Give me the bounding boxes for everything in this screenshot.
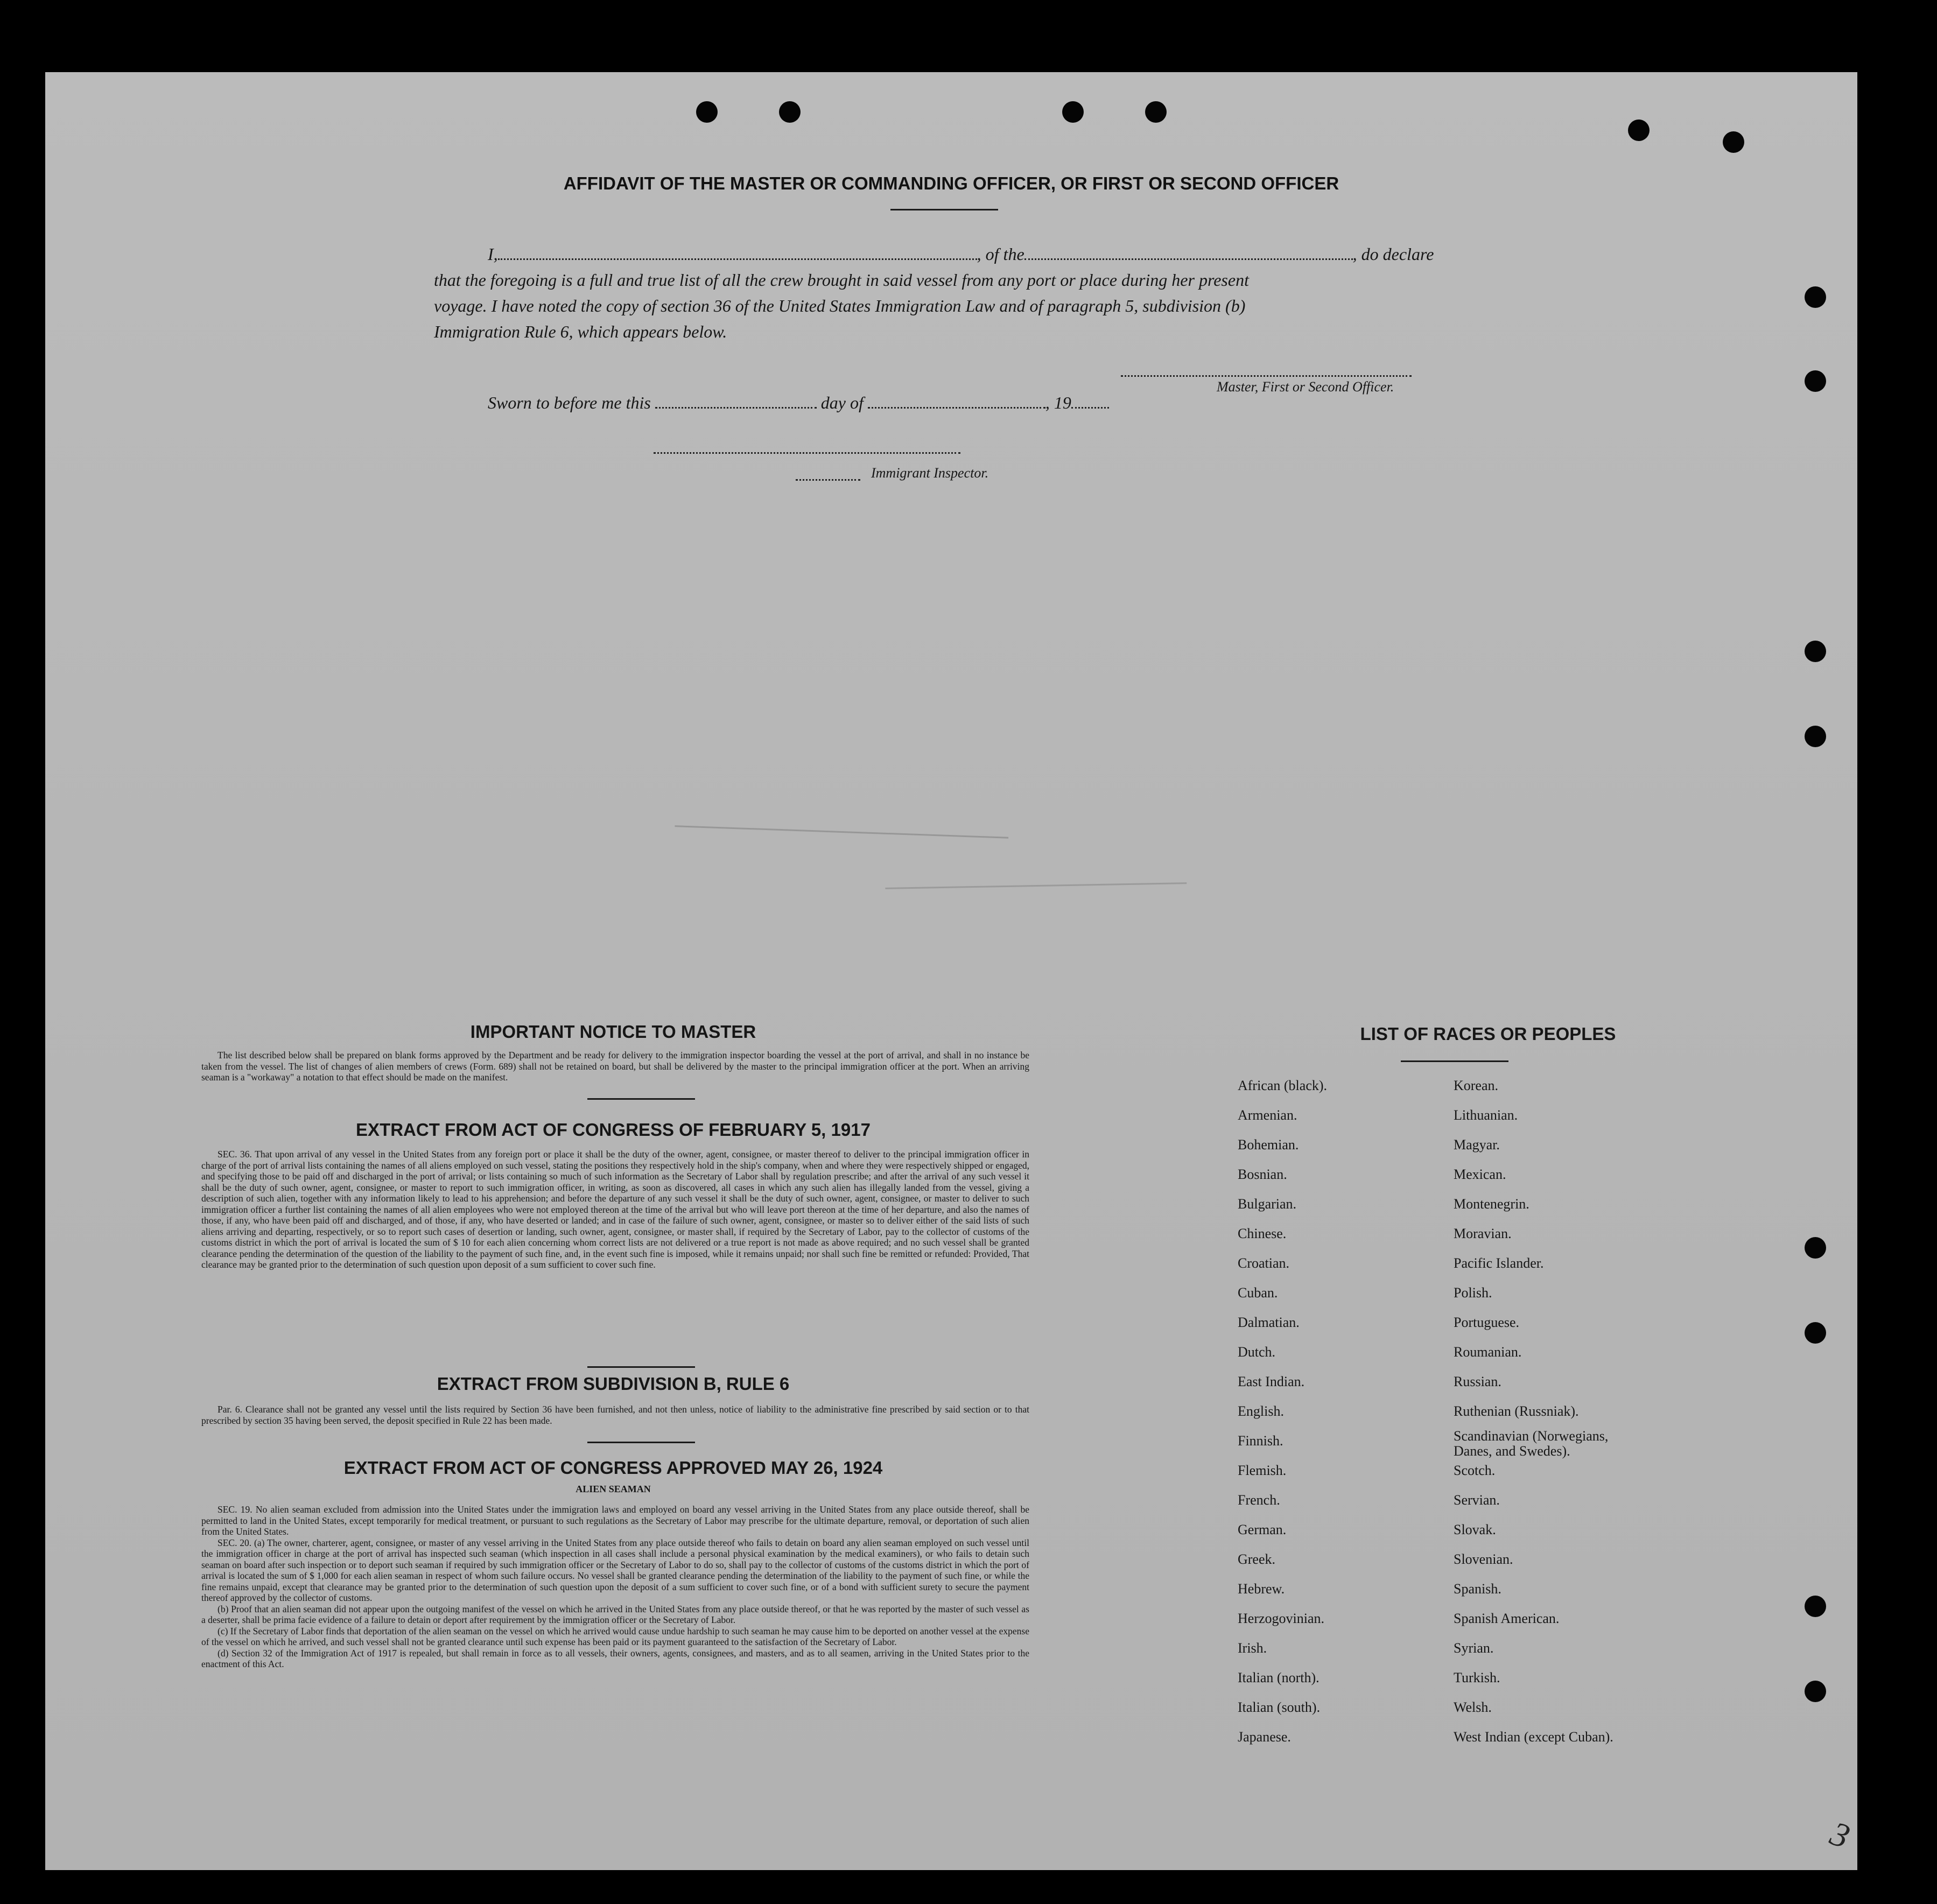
notice-text [201, 1050, 1029, 1083]
punch-hole [1723, 131, 1744, 153]
extract-1917-title: EXTRACT FROM ACT OF CONGRESS OF FEBRUARY 5, 1917 [356, 1120, 871, 1140]
race-item-left-16: Greek. [1238, 1551, 1276, 1567]
race-item-right-9: Roumanian. [1454, 1344, 1522, 1360]
race-item-right-5: Moravian. [1454, 1226, 1512, 1241]
races-divider [1401, 1060, 1508, 1062]
pencil-scribble [885, 861, 1187, 889]
sworn-month-blank[interactable] [868, 406, 1045, 409]
name-blank[interactable] [498, 258, 977, 260]
race-item-left-10: East Indian. [1238, 1374, 1305, 1389]
extract-1917-text [201, 1149, 1029, 1270]
race-item-right-15: Slovak. [1454, 1522, 1496, 1537]
extract-1924-subtitle: ALIEN SEAMAN [576, 1484, 651, 1494]
punch-hole [1628, 120, 1650, 141]
race-item-left-12: Finnish. [1238, 1433, 1283, 1449]
punch-hole [1805, 1322, 1826, 1344]
race-item-left-4: Bulgarian. [1238, 1196, 1297, 1212]
race-item-right-16: Slovenian. [1454, 1551, 1513, 1567]
race-item-left-5: Chinese. [1238, 1226, 1287, 1241]
sworn-day-blank[interactable] [655, 406, 817, 409]
affidavit-declare: , do declare [1352, 244, 1434, 264]
punch-hole [1805, 286, 1826, 308]
notice-title: IMPORTANT NOTICE TO MASTER [470, 1022, 756, 1042]
race-item-left-3: Bosnian. [1238, 1167, 1287, 1182]
race-item-right-12: Scandinavian (Norwegians, Danes, and Swedes). [1454, 1428, 1609, 1459]
sworn-prefix: Sworn to before me this [488, 393, 651, 412]
document-page [45, 72, 1857, 1870]
sworn-line [488, 393, 1109, 413]
par6-paragraph: Par. 6. Clearance shall not be granted any vessel until the lists required by Section 36 have been furnished, and not then unless, notice of liability to the administrative fine prescribed by said section or to that prescribed by section 35 having been served, the deposit specified in Rule 22 has been made. [201, 1404, 1029, 1426]
notice-divider [587, 1098, 695, 1100]
bleed-through-text [336, 244, 347, 282]
race-item-right-3: Mexican. [1454, 1167, 1506, 1182]
master-signature-line[interactable] [1121, 375, 1412, 377]
punch-hole [1062, 101, 1084, 123]
punch-hole [1805, 1237, 1826, 1259]
race-item-right-0: Korean. [1454, 1078, 1499, 1093]
race-item-left-18: Herzogovinian. [1238, 1611, 1325, 1626]
inspector-label: Immigrant Inspector. [871, 465, 989, 481]
punch-hole [1805, 1681, 1826, 1702]
sworn-year-blank[interactable] [1071, 406, 1109, 409]
race-item-right-14: Servian. [1454, 1492, 1500, 1508]
race-item-right-17: Spanish. [1454, 1581, 1501, 1597]
sworn-year: , 19 [1045, 393, 1071, 412]
race-item-right-7: Polish. [1454, 1285, 1492, 1301]
race-item-right-13: Scotch. [1454, 1463, 1496, 1478]
extract-divider [587, 1442, 695, 1443]
punch-hole [1805, 1596, 1826, 1617]
pencil-scribble [675, 804, 1009, 839]
punch-hole [696, 101, 718, 123]
sec20d-paragraph: (d) Section 32 of the Immigration Act of 1917 is repealed, but shall remain in force as to all vessels, their owners, agents, consignees, and masters, and as to all seamen, arriving in the United States prior to the enactment of this Act. [201, 1647, 1029, 1669]
race-item-left-11: English. [1238, 1403, 1284, 1419]
race-item-right-6: Pacific Islander. [1454, 1255, 1544, 1271]
extract-divider [587, 1366, 695, 1368]
punch-hole [1805, 370, 1826, 392]
race-item-left-22: Japanese. [1238, 1729, 1291, 1745]
punch-hole [779, 101, 801, 123]
race-item-left-17: Hebrew. [1238, 1581, 1285, 1597]
vessel-blank[interactable] [1024, 258, 1353, 260]
race-item-left-19: Irish. [1238, 1640, 1267, 1656]
affidavit-line1 [434, 241, 1500, 267]
race-item-right-21: Welsh. [1454, 1699, 1492, 1715]
sec19-paragraph: SEC. 19. No alien seaman excluded from admission into the United States under the immigration laws and employed on board any vessel arriving in the United States from any place outside thereof, shall be permitted to land in the United States, except temporarily for medical treatment, or pursuant to such regulations as the Secretary of Labor may prescribe for the ultimate departure, removal, or deportation of such alien from the United States. [201, 1504, 1029, 1537]
title-divider [890, 209, 998, 210]
race-item-right-10: Russian. [1454, 1374, 1501, 1389]
inspector-signature-line[interactable] [654, 452, 960, 454]
sec20a-paragraph: SEC. 20. (a) The owner, charterer, agent, consignee, or master of any vessel arriving in the United States from any place outside thereof who fails to detain on board any alien seaman employed on such vessel until the immigration officer in charge at the port of arrival has inspected such seaman (which inspection in all cases shall include a personal physical examination by the medical examiners), or who fails to detain such seaman on board after such inspection or to deport such seaman if required by such immigration officer or the Secretary of Labor to do so, shall pay to the collector of customs of the customs district in which the port of arrival is located the sum of $ 1,000 for each alien seaman in respect of whom such failure occurs. No vessel shall be granted clearance pending the determination of the liability to the payment of such fine, or while the fine remains unpaid, except that clearance may be granted prior to the determination of such question upon the deposit of a sum sufficient to cover such fine, or of a bond with sufficient surety to secure the payment thereof approved by the collector of customs. [201, 1537, 1029, 1603]
sec36-paragraph: SEC. 36. That upon arrival of any vessel in the United States from any foreign port or place it shall be the duty of the owner, agent, consignee, or master thereof to deliver to the principal immigration officer in charge of the port of arrival lists containing the names of all aliens employed on such vessel, stating the positions they respectively hold in the ship's company, when and where they were respectively shipped or engaged, and specifying those to be paid off and discharged in the port of arrival; or lists containing so much of such information as the Secretary of Labor shall by regulation prescribe; and after the arrival of any such vessel it shall be the duty of such owner, agent, consignee, or master to report to such immigration officer, in writing, as soon as discovered, all cases in which any such alien has illegally landed from the vessel, giving a description of such alien, together with any information likely to lead to his apprehension; and before the departure of any such vessel it shall be the duty of such owner, agent, consignee, or master to deliver to such immigration officer a further list containing the names of all alien employees who were not employed thereon at the time of the arrival but who will leave port thereon at the time of her departure, and also the names of those, if any, who have been paid off and discharged, and of those, if any, who have deserted or landed; and in case of the failure of such owner, agent, consignee, or master so to deliver either of the said lists of such aliens arriving and departing, respectively, or so to report such cases of desertion or landing, such owner, agent, consignee, or master shall, if required by the Secretary of Labor, pay to the collector of customs of the customs district in which the port of arrival is located the sum of $ 10 for each alien concerning whom correct lists are not delivered or a true report is not made as above required; and no such vessel shall be granted clearance pending the determination of the question of the liability to the payment of such fine, and, in the event such fine is imposed, while it remains unpaid; nor shall such fine be remitted or refunded: Provided, That clearance may be granted prior to the determination of such question upon deposit of a sum sufficient to cover such fine. [201, 1149, 1029, 1270]
affidavit-body [434, 241, 1500, 345]
affidavit-line2: that the foregoing is a full and true list of all the crew brought in said vessel from any port or place during her present [434, 270, 1249, 290]
punch-hole [1145, 101, 1167, 123]
affidavit-title: AFFIDAVIT OF THE MASTER OR COMMANDING OFFICER, OR FIRST OR SECOND OFFICER [563, 173, 1339, 193]
race-item-left-7: Cuban. [1238, 1285, 1278, 1301]
race-item-left-20: Italian (north). [1238, 1670, 1320, 1685]
race-item-left-9: Dutch. [1238, 1344, 1276, 1360]
race-item-left-8: Dalmatian. [1238, 1315, 1300, 1330]
punch-hole [1805, 726, 1826, 747]
master-signature-label: Master, First or Second Officer. [1217, 379, 1394, 395]
punch-hole [1805, 641, 1826, 662]
sec20b-paragraph: (b) Proof that an alien seaman did not appear upon the outgoing manifest of the vessel on which he arrived in the United States from any place outside thereof, or that he was reported by the master of such vessel as a deserter, shall be prima facie evidence of a failure to detain or deport after requirement by the immigration officer or the Secretary of Labor. [201, 1603, 1029, 1625]
race-item-left-14: French. [1238, 1492, 1280, 1508]
race-item-left-0: African (black). [1238, 1078, 1328, 1093]
affidavit-line3: voyage. I have noted the copy of section 36 of the United States Immigration Law and of paragraph 5, subdivision (b) [434, 296, 1246, 315]
inspector-signature-line-2[interactable] [796, 479, 860, 481]
race-item-left-2: Bohemian. [1238, 1137, 1299, 1153]
race-item-left-13: Flemish. [1238, 1463, 1287, 1478]
race-item-left-6: Croatian. [1238, 1255, 1290, 1271]
race-item-right-4: Montenegrin. [1454, 1196, 1529, 1212]
extract-1924-title: EXTRACT FROM ACT OF CONGRESS APPROVED MAY 26, 1924 [343, 1458, 883, 1478]
race-item-right-1: Lithuanian. [1454, 1107, 1518, 1123]
races-title: LIST OF RACES OR PEOPLES [1360, 1024, 1616, 1044]
extract-rule6-text [201, 1404, 1029, 1426]
race-item-right-19: Syrian. [1454, 1640, 1494, 1656]
corner-number: 3 [1825, 1814, 1855, 1856]
race-item-left-21: Italian (south). [1238, 1699, 1321, 1715]
race-item-right-18: Spanish American. [1454, 1611, 1560, 1626]
affidavit-line4: Immigration Rule 6, which appears below. [434, 322, 727, 341]
sworn-day-of: day of [820, 393, 864, 412]
notice-paragraph: The list described below shall be prepared on blank forms approved by the Department and be ready for delivery to the immigration inspector boarding the vessel at the port of arrival, and shall in no instance be taken from the vessel. The list of changes of alien members of crews (Form. 689) shall not be retained on board, but shall be delivered by the master to the principal immigration officer at the port. When an arriving seaman is a "workaway" a notation to that effect should be made on the manifest. [201, 1050, 1029, 1083]
extract-rule6-title: EXTRACT FROM SUBDIVISION B, RULE 6 [437, 1374, 790, 1394]
race-item-right-8: Portuguese. [1454, 1315, 1520, 1330]
race-item-right-11: Ruthenian (Russniak). [1454, 1403, 1579, 1419]
affidavit-i: I, [488, 244, 498, 264]
affidavit-of-the: , of the [977, 244, 1024, 264]
race-item-left-15: German. [1238, 1522, 1287, 1537]
race-item-left-1: Armenian. [1238, 1107, 1297, 1123]
race-item-right-20: Turkish. [1454, 1670, 1500, 1685]
extract-1924-text [201, 1504, 1029, 1670]
race-item-right-22: West Indian (except Cuban). [1454, 1729, 1613, 1745]
sec20c-paragraph: (c) If the Secretary of Labor finds that deportation of the alien seaman on the vessel on which he arrived would cause undue hardship to such seaman he may cause him to be deported on another vessel at the expense of the vessel on which he arrived, and such vessel shall not be granted clearance until such expense has been paid or its payment guaranteed to the satisfaction of the Secretary of Labor. [201, 1625, 1029, 1647]
race-item-right-2: Magyar. [1454, 1137, 1500, 1153]
